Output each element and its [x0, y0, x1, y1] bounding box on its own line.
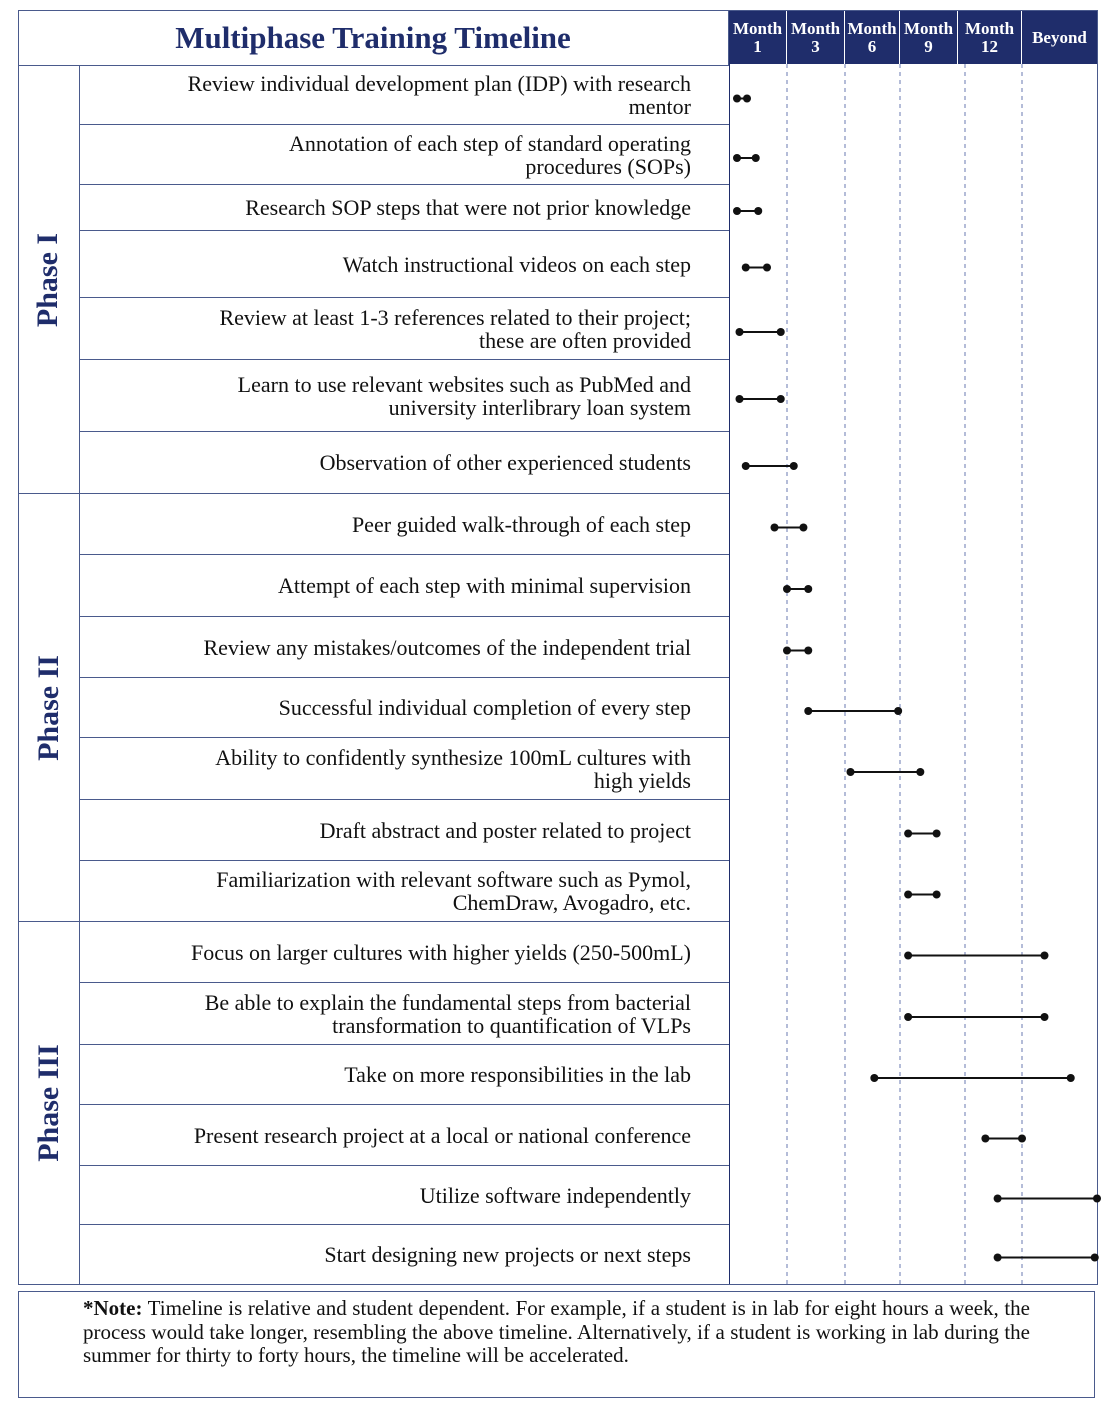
timeline-bar-end-dot — [777, 328, 785, 336]
timeline-bar-end-dot — [799, 524, 807, 532]
timeline-bar-start-dot — [904, 830, 912, 838]
timeline-bar-start-dot — [981, 1135, 989, 1143]
task-label: Start designing new projects or next steps — [324, 1242, 691, 1267]
month-header-9-line1: Month — [903, 18, 954, 38]
timeline-bar-end-dot — [933, 830, 941, 838]
timeline-bar — [804, 707, 902, 715]
task-label: Research SOP steps that were not prior knowledge — [245, 195, 691, 220]
timeline-bar — [994, 1195, 1101, 1203]
month-header-3-line1: Month — [790, 18, 841, 38]
timeline-bar-start-dot — [994, 1254, 1002, 1262]
timeline-bar — [904, 891, 940, 899]
timeline-bar — [736, 395, 785, 403]
task-label: Familiarization with relevant software such as Pymol, ChemDraw, Avogadro, etc. — [216, 867, 691, 915]
timeline-bar-start-dot — [742, 264, 750, 272]
timeline-bar-start-dot — [733, 95, 741, 103]
phase-label-3-text: Phase III — [31, 1044, 65, 1162]
month-header-3-line2: 3 — [811, 36, 820, 56]
timeline-bar — [783, 585, 812, 593]
task-label: Watch instructional videos on each step — [342, 251, 691, 277]
timeline-bar-end-dot — [752, 154, 760, 162]
timeline-bar-end-dot — [743, 95, 751, 103]
timeline-bar-end-dot — [1041, 1013, 1049, 1021]
timeline-bar-end-dot — [933, 891, 941, 899]
task-label: Be able to explain the fundamental steps from bacterial transformation to quantification of VLPs — [204, 989, 691, 1038]
month-header-beyond-line1: Beyond — [1032, 27, 1087, 47]
note-label: *Note: — [83, 1296, 143, 1320]
timeline-bar-end-dot — [804, 647, 812, 655]
timeline-bar-end-dot — [763, 264, 771, 272]
task-label: Present research project at a local or national conference — [193, 1122, 691, 1148]
task-label: Utilize software independently — [419, 1182, 691, 1208]
timeline-bar-end-dot — [1067, 1074, 1075, 1082]
timeline-bar-end-dot — [894, 707, 902, 715]
timeline-bar-start-dot — [904, 952, 912, 960]
task-label: Focus on larger cultures with higher yields (250-500mL) — [191, 939, 691, 965]
timeline-bar-start-dot — [994, 1195, 1002, 1203]
timeline-bar-start-dot — [771, 524, 779, 532]
task-label: Observation of other experienced students — [319, 450, 691, 475]
timeline-bar — [742, 462, 798, 470]
timeline-bar — [904, 952, 1048, 960]
timeline-bar — [771, 524, 808, 532]
task-label: Attempt of each step with minimal supervision — [277, 573, 691, 598]
note-text: Timeline is relative and student dependent. For example, if a student is in lab for eight hours a week, the process would take longer, resembling the above timeline. Alternatively, if a student is working in lab during the summer for thirty to forty hours, the timeline will be accelerated. — [83, 1296, 1030, 1367]
timeline-bar-end-dot — [1018, 1135, 1026, 1143]
timeline-bar-end-dot — [916, 768, 924, 776]
task-label: Review individual development plan (IDP) with research mentor — [187, 71, 691, 119]
timeline-bar — [733, 154, 760, 162]
task-label: Annotation of each step of standard operating procedures (SOPs) — [289, 130, 691, 179]
timeline-bar-start-dot — [904, 1013, 912, 1021]
timeline-bar-start-dot — [847, 768, 855, 776]
timeline-bar — [847, 768, 925, 776]
task-label: Take on more responsibilities in the lab — [344, 1062, 691, 1087]
timeline-bar — [783, 647, 812, 655]
timeline-bar-start-dot — [733, 207, 741, 215]
note-box — [18, 1291, 1095, 1398]
month-header-1-line2: 1 — [753, 36, 762, 56]
note-paragraph — [83, 1297, 1030, 1368]
timeline-bar-end-dot — [804, 585, 812, 593]
task-label: Review at least 1-3 references related to their project; these are often provided — [219, 304, 691, 353]
timeline-bar-start-dot — [783, 647, 791, 655]
task-label: Draft abstract and poster related to project — [319, 817, 691, 843]
timeline-bar — [742, 264, 771, 272]
month-header-6-line1: Month — [847, 18, 897, 38]
month-header-9-line2: 9 — [924, 36, 933, 56]
month-header-6-line2: 6 — [867, 36, 877, 56]
timeline-bar-start-dot — [733, 154, 741, 162]
month-header-12-line2: 12 — [981, 36, 998, 56]
phase-label-1-text: Phase I — [31, 232, 65, 327]
timeline-bar-end-dot — [1091, 1254, 1099, 1262]
timeline-bar-end-dot — [1093, 1195, 1101, 1203]
timeline-bar — [870, 1074, 1074, 1082]
timeline-bar — [981, 1135, 1026, 1143]
timeline-bar-start-dot — [870, 1074, 878, 1082]
task-label: Peer guided walk-through of each step — [351, 511, 691, 537]
timeline-bar — [994, 1254, 1099, 1262]
task-label: Ability to confidently synthesize 100mL cultures with high yields — [215, 744, 691, 793]
timeline-bar-start-dot — [736, 328, 744, 336]
timeline-bar-end-dot — [777, 395, 785, 403]
timeline-bar-end-dot — [754, 207, 762, 215]
timeline-bar — [736, 328, 785, 336]
timeline-bar-end-dot — [790, 462, 798, 470]
month-header-1-line1: Month — [732, 18, 783, 38]
page-title: Multiphase Training Timeline — [175, 19, 571, 55]
task-label: Review any mistakes/outcomes of the independent trial — [203, 634, 691, 660]
month-header-12-line1: Month — [964, 18, 1015, 38]
timeline-bar-start-dot — [736, 395, 744, 403]
task-label: Successful individual completion of every step — [278, 695, 691, 720]
timeline-bar-start-dot — [783, 585, 791, 593]
timeline-bar-start-dot — [904, 891, 912, 899]
phase-label-2-text: Phase II — [31, 654, 65, 761]
timeline-bar — [904, 830, 940, 838]
timeline-bar — [904, 1013, 1048, 1021]
timeline-bar — [733, 95, 751, 103]
timeline-bar-start-dot — [742, 462, 750, 470]
task-label: Learn to use relevant websites such as PubMed and university interlibrary loan system — [237, 371, 691, 420]
timeline-bar-start-dot — [804, 707, 812, 715]
timeline-bar-end-dot — [1041, 952, 1049, 960]
timeline-bar — [733, 207, 762, 215]
